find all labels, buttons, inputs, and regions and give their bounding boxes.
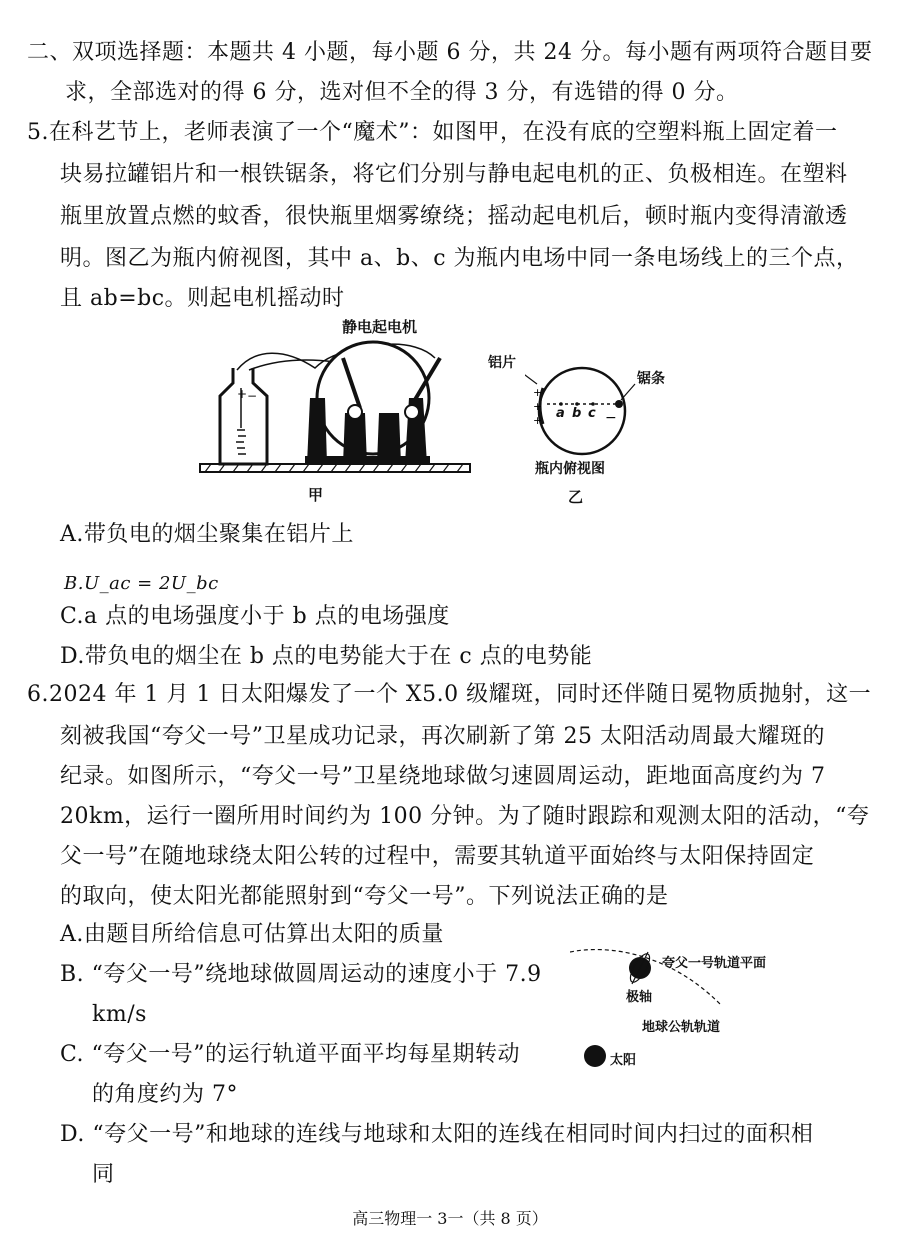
q5-option-c: C.a 点的电场强度小于 b 点的电场强度 bbox=[60, 604, 450, 629]
fig-yi-title: 瓶内俯视图 bbox=[535, 461, 605, 477]
q6-label-sun: 太阳 bbox=[610, 1053, 637, 1068]
fig-jia-generator-diagram bbox=[195, 338, 475, 480]
q6-option-d-line-1: D. “夸父一号”和地球的连线与地球和太阳的连线在相同时间内扫过的面积相 bbox=[60, 1122, 814, 1147]
q5-option-b bbox=[64, 570, 219, 597]
q6-option-a: A.由题目所给信息可估算出太阳的质量 bbox=[60, 922, 444, 947]
q6-label-earth-orbit: 地球公轨轨道 bbox=[642, 1020, 721, 1035]
fig-yi-point-c: c bbox=[588, 406, 596, 421]
q6-line-3: 纪录。如图所示，“夸父一号”卫星绕地球做匀速圆周运动，距地面高度约为 7 bbox=[60, 764, 826, 789]
page-footer: 高三物理一 3一（共 8 页） bbox=[352, 1209, 548, 1228]
q6-line-1: 6.2024 年 1 月 1 日太阳爆发了一个 X5.0 级耀斑，同时还伴随日冕物质抛射，这一 bbox=[27, 682, 872, 707]
q5-line-5: 且 ab=bc。则起电机摇动时 bbox=[60, 286, 345, 311]
fig-yi-point-b: b bbox=[572, 406, 582, 421]
fig-yi-label-aluminum: 铝片 bbox=[488, 355, 516, 371]
fig-jia-caption: 甲 bbox=[308, 486, 324, 504]
q5-line-3: 瓶里放置点燃的蚊香，很快瓶里烟雾缭绕；摇动起电机后，顿时瓶内变得清澈透 bbox=[60, 204, 848, 229]
fig-yi-topview-diagram bbox=[525, 366, 640, 456]
q6-option-c-line-1: C. “夸父一号”的运行轨道平面平均每星期转动 bbox=[60, 1042, 521, 1067]
svg-text:+: + bbox=[533, 386, 543, 399]
svg-text:−: − bbox=[247, 389, 258, 403]
q6-option-c-line-2: 的角度约为 7° bbox=[92, 1082, 238, 1107]
q6-line-5: 父一号”在随地球绕太阳公转的过程中，需要其轨道平面始终与太阳保持固定 bbox=[60, 844, 815, 869]
q6-option-b-line-2: km/s bbox=[92, 1002, 147, 1027]
section-line-2: 求，全部选对的得 6 分，选对但不全的得 3 分，有选错的得 0 分。 bbox=[65, 80, 739, 105]
fig-yi-caption: 乙 bbox=[568, 488, 584, 506]
q6-line-4: 20km，运行一圈所用时间约为 100 分钟。为了随时跟踪和观测太阳的活动，“夸 bbox=[60, 804, 870, 829]
q5-line-1: 5.在科艺节上，老师表演了一个“魔术”：如图甲，在没有底的空塑料瓶上固定着一 bbox=[27, 120, 838, 145]
q6-line-2: 刻被我国“夸父一号”卫星成功记录，再次刷新了第 25 太阳活动周最大耀斑的 bbox=[60, 724, 825, 749]
fig-jia-title: 静电起电机 bbox=[342, 318, 418, 336]
q5-option-b-formula: U_ac = 2U_bc bbox=[83, 573, 219, 594]
q6-option-d-line-2: 同 bbox=[92, 1162, 115, 1187]
svg-text:−: − bbox=[605, 410, 617, 426]
fig-yi-label-saw: 锯条 bbox=[637, 371, 665, 387]
q5-option-a: A.带负电的烟尘聚集在铝片上 bbox=[60, 522, 354, 547]
q6-line-6: 的取向，使太阳光都能照射到“夸父一号”。下列说法正确的是 bbox=[60, 884, 669, 909]
svg-text:+: + bbox=[533, 400, 543, 413]
q5-option-d: D.带负电的烟尘在 b 点的电势能大于在 c 点的电势能 bbox=[60, 644, 593, 669]
q5-line-4: 明。图乙为瓶内俯视图，其中 a、b、c 为瓶内电场中同一条电场线上的三个点， bbox=[60, 246, 859, 271]
q6-label-orbit-plane: 夸父一号轨道平面 bbox=[662, 956, 767, 971]
section-line-1: 二、双项选择题：本题共 4 小题，每小题 6 分，共 24 分。每小题有两项符合题目要 bbox=[27, 40, 873, 65]
svg-text:+: + bbox=[237, 387, 248, 401]
q6-label-pole-axis: 极轴 bbox=[626, 990, 653, 1005]
q5-option-b-label: B. bbox=[64, 573, 84, 594]
q6-option-b-line-1: B. “夸父一号”绕地球做圆周运动的速度小于 7.9 bbox=[60, 962, 542, 987]
q5-line-2: 块易拉罐铝片和一根铁锯条，将它们分别与静电起电机的正、负极相连。在塑料 bbox=[60, 162, 848, 187]
svg-text:+: + bbox=[533, 414, 543, 427]
fig-yi-point-a: a bbox=[556, 406, 565, 421]
